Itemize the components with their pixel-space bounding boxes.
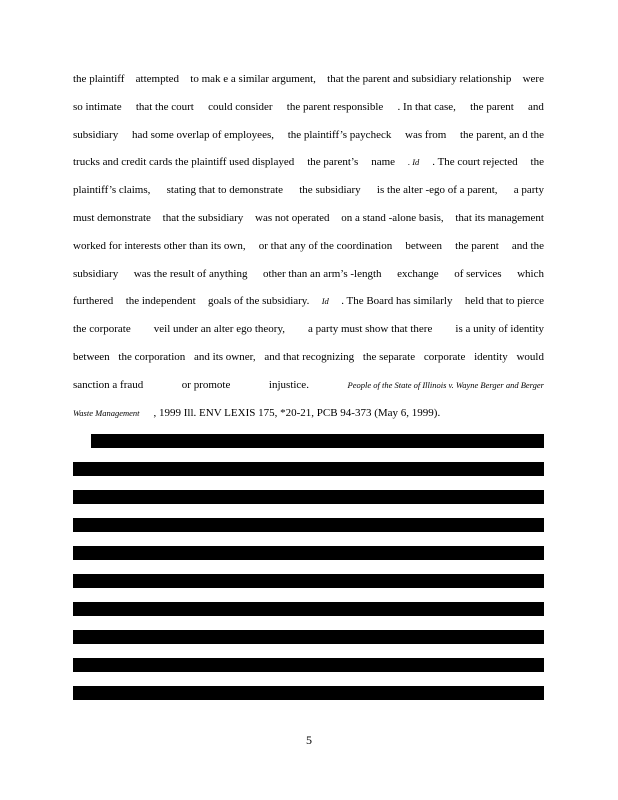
text-segment: attempted	[135, 73, 180, 85]
text-segment: the subsidiary	[299, 184, 361, 196]
text-line	[73, 154, 544, 170]
text-segment: , 1999 Ill. ENV LEXIS 175, *20-21, PCB 94-373 (May 6, 1999).	[153, 407, 441, 419]
redaction-bar	[73, 686, 544, 700]
text-segment: exchange	[397, 268, 439, 280]
text-segment: that the parent and subsidiary relationship	[327, 73, 512, 85]
text-line	[73, 71, 544, 87]
redaction-bar	[73, 518, 544, 532]
text-segment: the parent	[470, 101, 514, 113]
text-segment: the parent’s	[307, 156, 359, 168]
text-line	[73, 238, 544, 254]
text-segment: were	[522, 73, 544, 85]
text-segment: and its owner,	[194, 351, 256, 363]
text-segment: a party must show that there	[308, 323, 433, 335]
text-segment: trucks and credit cards the plaintiff used displayed	[73, 156, 295, 168]
text-line	[73, 266, 544, 282]
text-segment: would	[516, 351, 544, 363]
text-segment: and	[528, 101, 544, 113]
text-segment: the independent	[125, 295, 196, 307]
text-segment: and the	[511, 240, 544, 252]
text-segment: the	[530, 156, 544, 168]
text-segment: subsidiary	[73, 129, 119, 141]
text-segment: or promote	[181, 379, 231, 391]
text-segment: sanction a fraud	[73, 379, 144, 391]
text-line	[73, 377, 544, 393]
text-segment: was from	[405, 129, 447, 141]
text-segment: . The court rejected	[432, 156, 518, 168]
text-segment: on a stand -alone basis,	[341, 212, 444, 224]
redaction-bar	[91, 434, 544, 448]
text-segment: the parent	[455, 240, 499, 252]
text-segment: held that to pierce	[464, 295, 544, 307]
text-line	[73, 405, 544, 421]
text-segment: the parent responsible	[286, 101, 384, 113]
page-number: 5	[306, 733, 312, 747]
text-segment: that the court	[135, 101, 194, 113]
case-citation: Id	[321, 296, 329, 306]
redaction-bar	[73, 658, 544, 672]
text-segment: to mak e a similar argument,	[190, 73, 316, 85]
text-segment: a party	[513, 184, 544, 196]
text-segment: injustice.	[268, 379, 309, 391]
text-segment: subsidiary	[73, 268, 119, 280]
text-segment: veil under an alter ego theory,	[153, 323, 285, 335]
text-segment: worked for interests other than its own,	[73, 240, 246, 252]
text-segment: must demonstrate	[73, 212, 151, 224]
text-segment: the corporate	[73, 323, 131, 335]
text-segment: the parent, an d the	[460, 129, 544, 141]
text-line	[73, 321, 544, 337]
text-segment: the plaintiff	[73, 73, 125, 85]
text-segment: was the result of anything	[133, 268, 248, 280]
text-segment: between	[405, 240, 442, 252]
redaction-bar	[73, 462, 544, 476]
text-segment: . The Board has similarly	[341, 295, 453, 307]
text-segment: name	[371, 156, 396, 168]
text-segment: goals of the subsidiary.	[208, 295, 310, 307]
text-segment: corporate	[423, 351, 466, 363]
redaction-bar	[73, 630, 544, 644]
text-segment: the separate	[362, 351, 416, 363]
text-segment: could consider	[208, 101, 273, 113]
text-segment: the plaintiff’s paycheck	[287, 129, 392, 141]
text-segment: that its management	[455, 212, 544, 224]
text-line	[73, 127, 544, 143]
text-line	[73, 210, 544, 226]
text-segment: identity	[474, 351, 508, 363]
text-segment: is the alter -ego of a parent,	[376, 184, 498, 196]
text-segment: furthered	[73, 295, 114, 307]
text-segment: which	[517, 268, 544, 280]
text-segment: is a unity of identity	[455, 323, 544, 335]
text-segment: so intimate	[73, 101, 122, 113]
case-citation: . Id	[407, 157, 420, 167]
redaction-bar	[73, 602, 544, 616]
text-line	[73, 293, 544, 309]
text-segment: between	[73, 351, 110, 363]
redaction-bar	[73, 546, 544, 560]
text-segment: plaintiff’s claims,	[73, 184, 151, 196]
text-segment: and that recognizing	[264, 351, 355, 363]
text-segment: of services	[454, 268, 502, 280]
text-segment: stating that to demonstrate	[166, 184, 284, 196]
redaction-bar	[73, 490, 544, 504]
text-segment: or that any of the coordination	[258, 240, 393, 252]
text-line	[73, 99, 544, 115]
text-segment: was not operated	[255, 212, 330, 224]
text-segment: had some overlap of employees,	[131, 129, 274, 141]
text-segment: other than an arm’s -length	[263, 268, 382, 280]
text-segment: the corporation	[118, 351, 186, 363]
text-line	[73, 182, 544, 198]
redaction-bar	[73, 574, 544, 588]
text-segment: . In that case,	[397, 101, 456, 113]
text-line	[73, 349, 544, 365]
case-citation: People of the State of Illinois v. Wayne Berger and Berger	[347, 380, 544, 390]
text-segment: that the subsidiary	[162, 212, 244, 224]
case-citation: Waste Management	[73, 408, 140, 418]
